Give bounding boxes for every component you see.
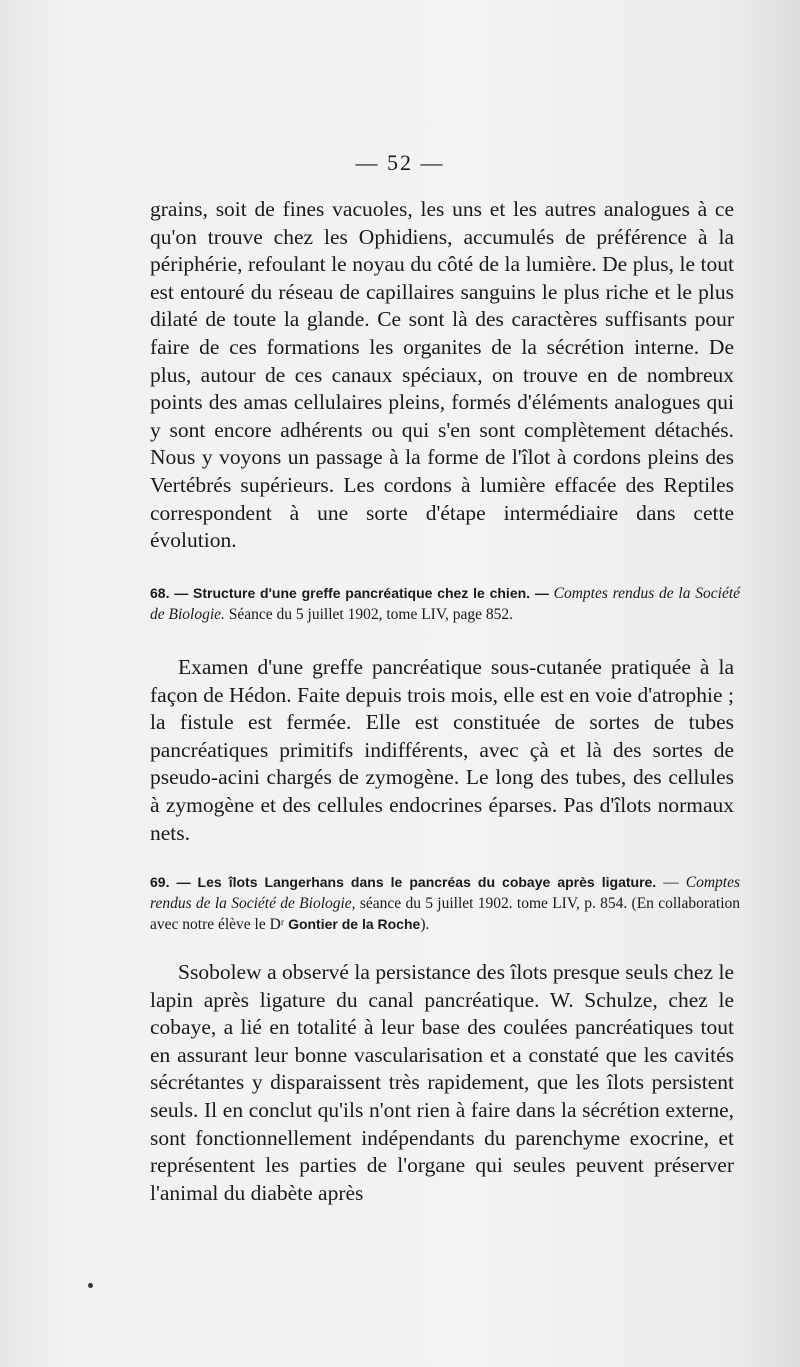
paragraph-68 bbox=[150, 654, 734, 847]
entry-citation: Comptes rendus de la Société de Biologie. bbox=[150, 585, 741, 623]
entry-dash: — bbox=[663, 874, 679, 891]
entry-details: séance du 5 juillet 1902. tome LIV, p. 854. (En collaboration avec notre élève le Dʳ bbox=[150, 895, 741, 933]
paragraph-text: Examen d'une greffe pancréatique sous-cutanée pratiquée à la façon de Hédon. Faite depuis trois mois, elle est en voie d'atrophie ; la fistule est fermée. Elle est constituée de sortes de tubes pancréatiques primitifs indifférents, avec çà et là des sortes de pseudo-acini chargés de zymogène. Le long des tubes, des cellules à zymogène et des cellules endocrines éparses. Pas d'îlots normaux nets. bbox=[150, 655, 734, 845]
entry-collaborator: Gontier de la Roche bbox=[288, 916, 421, 932]
paragraph-69 bbox=[150, 959, 734, 1207]
ink-speck bbox=[88, 1283, 93, 1288]
entry-title: — Structure d'une greffe pancréatique chez le chien. — bbox=[174, 585, 549, 601]
entry-number: 68. bbox=[150, 585, 170, 601]
paragraph-continued bbox=[150, 196, 734, 555]
paragraph-text: Ssobolew a observé la persistance des îlots presque seuls chez le lapin après ligature du canal pancréatique. W. Schulze, chez le cobaye, a lié en totalité à leur base des coulées pancréatiques tout en assurant leur bonne vascularisation et a constaté que les cavités sécrétantes y disparaissent très rapidement, que les îlots persistent seuls. Il en conclut qu'ils n'ont rien à faire dans la sécrétion externe, sont fonctionnellement indépendants du parenchyme exocrine, et représentent les parties de l'organe qui seules peuvent préserver l'animal du diabète après bbox=[150, 960, 734, 1205]
entry-details: Séance du 5 juillet 1902, tome LIV, page 852. bbox=[228, 606, 514, 623]
page-number: — 52 — bbox=[355, 150, 445, 175]
entry-title: — Les îlots Langerhans dans le pancréas du cobaye après ligature. bbox=[176, 874, 657, 890]
entry-citation: Comptes rendus de la Société de Biologie, bbox=[150, 874, 741, 912]
entry-closing: ). bbox=[420, 916, 430, 933]
paragraph-text: grains, soit de fines vacuoles, les uns et les autres analogues à ce qu'on trouve chez les Ophidiens, accumulés de préférence à la périphérie, refoulant le noyau du côté de la lumière. De plus, le tout est entouré du réseau de capillaires sanguins le plus riche et le plus dilaté de toute la glande. Ce sont là des caractères suffisants pour faire de ces formations les organites de la sécrétion interne. De plus, autour de ces canaux spéciaux, on trouve en de nombreux points des amas cellulaires pleins, formés d'éléments analogues qui y sont encore adhérents ou qui s'en sont complètement détachés. Nous y voyons un passage à la forme de l'îlot à cordons pleins des Vertébrés supérieurs. Les cordons à lumière effacée des Reptiles correspondent à une sorte d'étape intermédiaire dans cette évolution. bbox=[150, 197, 734, 553]
bibliography-entry-68 bbox=[150, 583, 740, 625]
entry-number: 69. bbox=[150, 874, 170, 890]
bibliography-entry-69 bbox=[150, 872, 740, 935]
